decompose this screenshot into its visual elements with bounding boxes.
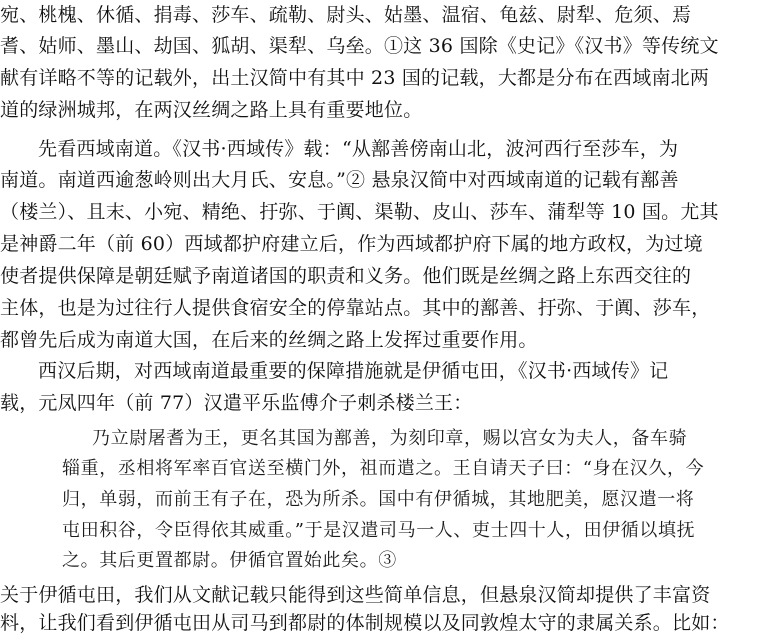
- text-line: 载，元凤四年（前 77）汉遣平乐监傅介子刺杀楼兰王：: [0, 392, 473, 414]
- block-quote-line: 屯田积谷，令臣得依其威重。”于是汉遣司马一人、吏士四十人，田伊循以填抚: [62, 520, 696, 541]
- text-line: 献有详略不等的记载外，出土汉简中有其中 23 国的记载，大都是分布在西域南北两: [0, 67, 710, 89]
- text-line: 料，让我们看到伊循屯田从司马到都尉的体制规模以及同敦煌太守的隶属关系。比如：: [0, 612, 730, 634]
- text-line: 道的绿洲城邦，在两汉丝绸之路上具有重要地位。: [0, 99, 423, 121]
- text-line: 南道。南道西逾葱岭则出大月氏、安息。”② 悬泉汉简中对西域南道的记载有鄯善: [0, 169, 679, 191]
- text-line: 都曾先后成为南道大国，在后来的丝绸之路上发挥过重要作用。: [0, 329, 538, 351]
- block-quote-line: 乃立尉屠耆为王，更名其国为鄯善，为刻印章，赐以宫女为夫人，备车骑: [92, 428, 688, 449]
- text-line: 是神爵二年（前 60）西域都护府建立后，作为西域都护府下属的地方政权，为过境: [0, 233, 703, 255]
- text-line: 耆、姑师、墨山、劫国、狐胡、渠犁、乌垒。①这 36 国除《史记》《汉书》等传统文: [0, 35, 719, 57]
- text-line: 主体，也是为过往行人提供食宿安全的停靠站点。其中的鄯善、扜弥、于阗、莎车，: [0, 297, 711, 319]
- text-line: 关于伊循屯田，我们从文献记载只能得到这些简单信息，但悬泉汉简却提供了丰富资: [0, 584, 711, 606]
- text-line: 使者提供保障是朝廷赋予南道诸国的职责和义务。他们既是丝绸之路上东西交往的: [0, 265, 692, 287]
- paragraph-start-line: 先看西域南道。《汉书·西域传》载：“从鄯善傍南山北，波河西行至莎车，为: [38, 138, 679, 160]
- paragraph-start-line: 西汉后期，对西域南道最重要的保障措施就是伊循屯田，《汉书·西域传》记: [38, 360, 669, 382]
- block-quote-line: 辎重，丞相将军率百官送至横门外，祖而遣之。王自请天子曰：“身在汉久，今: [62, 458, 705, 479]
- text-line: （楼兰）、且末、小宛、精绝、扜弥、于阗、渠勒、皮山、莎车、蒲犁等 10 国。尤其: [0, 201, 719, 223]
- block-quote-line: 之。其后更置都尉。伊循官置始此矣。③: [62, 550, 397, 571]
- text-line: 宛、桃槐、休循、捐毒、莎车、疏勒、尉头、姑墨、温宿、龟兹、尉犁、危须、焉: [0, 4, 692, 26]
- block-quote-line: 归，单弱，而前王有子在，恐为所杀。国中有伊循城，其地肥美，愿汉遣一将: [62, 489, 695, 510]
